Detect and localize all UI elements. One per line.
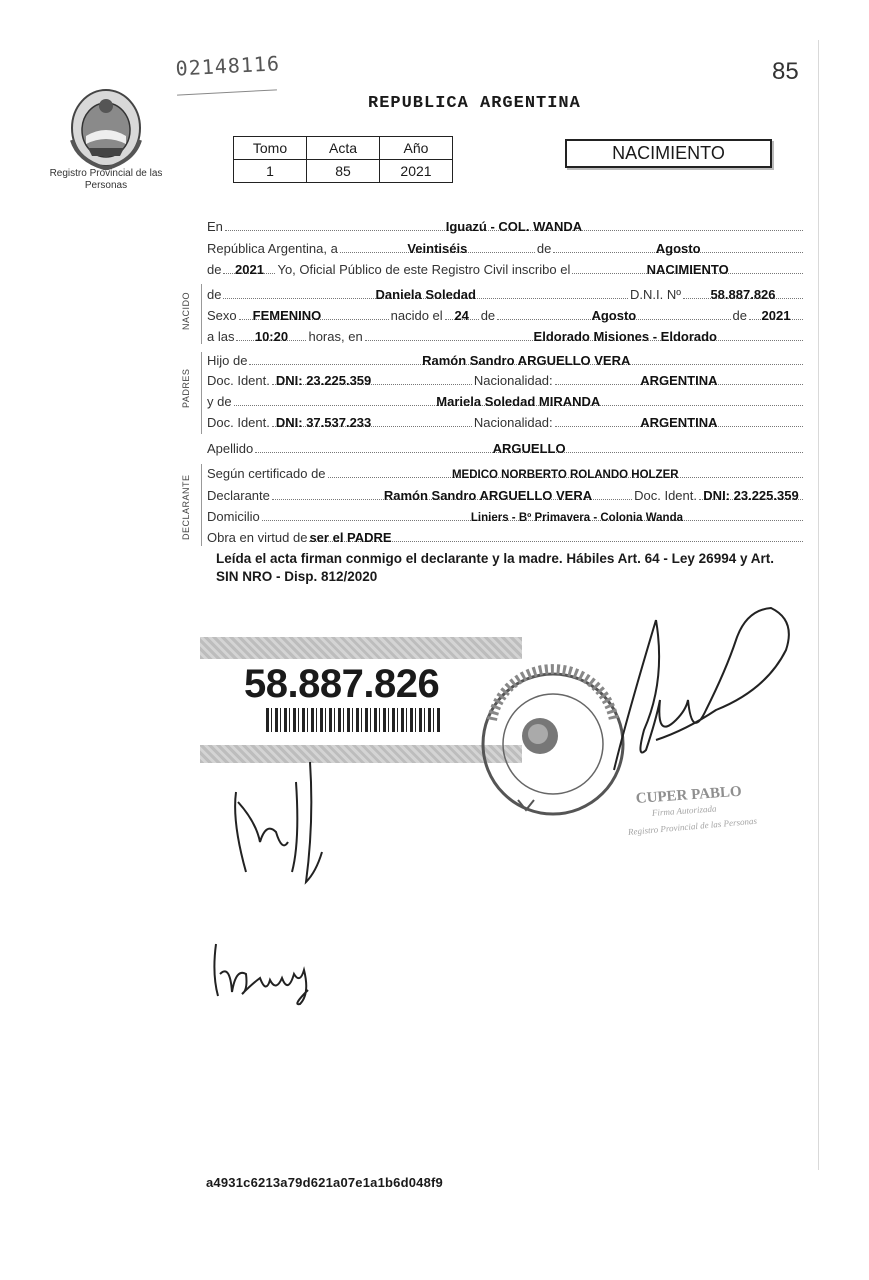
- padres-section-label: PADRES: [181, 368, 191, 408]
- declarante-bracket: [201, 464, 202, 546]
- nacido-section-label: NACIDO: [181, 291, 191, 330]
- apellido-value: ARGUELLO: [492, 441, 566, 456]
- obra-value: ser el PADRE: [309, 530, 392, 545]
- official-signature: [596, 600, 796, 780]
- madre-doc-value: DNI: 37.537.233: [275, 415, 372, 430]
- anio-value-form: 2021: [235, 262, 264, 277]
- madre-doc-label: Doc. Ident.: [207, 415, 270, 430]
- domicilio-label: Domicilio: [207, 509, 260, 524]
- mother-signature: [208, 934, 318, 1014]
- signer-stamp: [628, 778, 798, 838]
- signer-office: Registro Provincial de las Personas: [628, 815, 758, 837]
- yde-label: y de: [207, 394, 232, 409]
- anio-value: 2021: [380, 160, 453, 183]
- nacido-el-label: nacido el: [390, 308, 443, 323]
- horas-label: horas, en: [308, 329, 363, 344]
- inscribo-label: Yo, Oficial Público de este Registro Civil inscribo el: [277, 262, 571, 277]
- record-table: [233, 136, 453, 183]
- barcode-pattern-top: [200, 637, 522, 659]
- decl-doc-label: Doc. Ident.: [634, 488, 697, 503]
- closing-statement: Leída el acta firman conmigo el declarante y la madre. Hábiles Art. 64 - Ley 26994 y Art. SIN NRO - Disp. 812/2020: [216, 551, 774, 584]
- obra-label: Obra en virtud de: [207, 530, 308, 545]
- padres-bracket: [201, 352, 202, 434]
- padre-nacionalidad-label: Nacionalidad:: [473, 373, 553, 388]
- row-nombre: [207, 284, 805, 302]
- nac-de2-label: de: [732, 308, 747, 323]
- de-label: de: [536, 241, 552, 256]
- padre-doc-label: Doc. Ident.: [207, 373, 270, 388]
- domicilio-value: Liniers - Bº Primavera - Colonia Wanda: [470, 512, 683, 524]
- signer-role: Firma Autorizada: [651, 803, 717, 818]
- record-type-box: NACIMIENTO: [565, 139, 772, 168]
- document-hash: a4931c6213a79d621a07e1a1b6d048f9: [206, 1175, 443, 1190]
- dni-value: 58.887.826: [710, 287, 776, 302]
- en-value: Iguazú - COL. WANDA: [445, 219, 583, 234]
- acta-header: Acta: [307, 137, 380, 160]
- acta-value: 85: [307, 160, 380, 183]
- row-apellido: [207, 438, 805, 456]
- dia-value: Veintiséis: [407, 241, 468, 256]
- hijo-label: Hijo de: [207, 353, 248, 368]
- signer-name: CUPER PABLO: [635, 783, 743, 808]
- en-label: En: [207, 219, 223, 234]
- declarante-label: Declarante: [207, 488, 270, 503]
- nombre-value: Daniela Soledad: [375, 287, 476, 302]
- apellido-label: Apellido: [207, 441, 254, 456]
- serial-number: 02148116: [175, 51, 277, 95]
- row-madre-doc: [207, 412, 805, 430]
- row-domicilio: [207, 506, 805, 524]
- province-seal-icon: [64, 84, 148, 170]
- certificado-label: Según certificado de: [207, 466, 326, 481]
- country-title: REPUBLICA ARGENTINA: [368, 94, 581, 113]
- row-obra: [207, 527, 805, 545]
- row-declarante: [207, 485, 805, 503]
- row-inscribo: [207, 259, 805, 277]
- inscribo-value: NACIMIENTO: [646, 262, 729, 277]
- dni-label: D.N.I. Nº: [630, 287, 681, 302]
- barcode: [266, 708, 442, 732]
- row-madre: [207, 391, 805, 409]
- mes-value: Agosto: [655, 241, 701, 256]
- tomo-header: Tomo: [234, 137, 307, 160]
- row-padre: [207, 350, 805, 368]
- madre-nacionalidad-label: Nacionalidad:: [473, 415, 553, 430]
- anio-header: Año: [380, 137, 453, 160]
- row-en: [207, 216, 805, 234]
- sexo-label: Sexo: [207, 308, 237, 323]
- declarant-signature: [226, 762, 336, 892]
- republica-label: República Argentina, a: [207, 241, 338, 256]
- certificado-value: MEDICO NORBERTO ROLANDO HOLZER: [451, 469, 679, 481]
- decl-doc-value: DNI: 23.225.359: [703, 488, 799, 503]
- nac-de-label: de: [480, 308, 496, 323]
- de2-label: de: [207, 262, 222, 277]
- nac-anio-value: 2021: [761, 308, 791, 323]
- barcode-pattern-bottom: [200, 745, 522, 763]
- padre-value: Ramón Sandro ARGUELLO VERA: [422, 353, 631, 368]
- row-certificado: [207, 463, 805, 481]
- tomo-value: 1: [234, 160, 307, 183]
- lugar-value: Eldorado Misiones - Eldorado: [533, 329, 717, 344]
- registry-label: Registro Provincial de las Personas: [49, 168, 163, 191]
- padre-doc-value: DNI: 23.225.359: [275, 373, 372, 388]
- row-hora: [207, 326, 805, 344]
- row-sexo: [207, 305, 805, 323]
- page-number: 85: [772, 58, 799, 85]
- sexo-value: FEMENINO: [252, 308, 322, 323]
- row-padre-doc: [207, 370, 805, 388]
- nombre-label: de: [207, 287, 222, 302]
- hora-value: 10:20: [254, 329, 289, 344]
- madre-value: Mariela Soledad MIRANDA: [436, 394, 601, 409]
- margin-line: [818, 40, 819, 1170]
- padre-nac-value: ARGENTINA: [640, 373, 718, 388]
- barcode-number: 58.887.826: [244, 662, 440, 706]
- nacido-bracket: [201, 284, 202, 344]
- row-fecha: [207, 238, 805, 256]
- declarante-value: Ramón Sandro ARGUELLO VERA: [383, 488, 593, 503]
- nac-mes-value: Agosto: [591, 308, 637, 323]
- alas-label: a las: [207, 329, 235, 344]
- declarante-section-label: DECLARANTE: [181, 474, 191, 540]
- nac-dia-value: 24: [454, 308, 469, 323]
- madre-nac-value: ARGENTINA: [640, 415, 718, 430]
